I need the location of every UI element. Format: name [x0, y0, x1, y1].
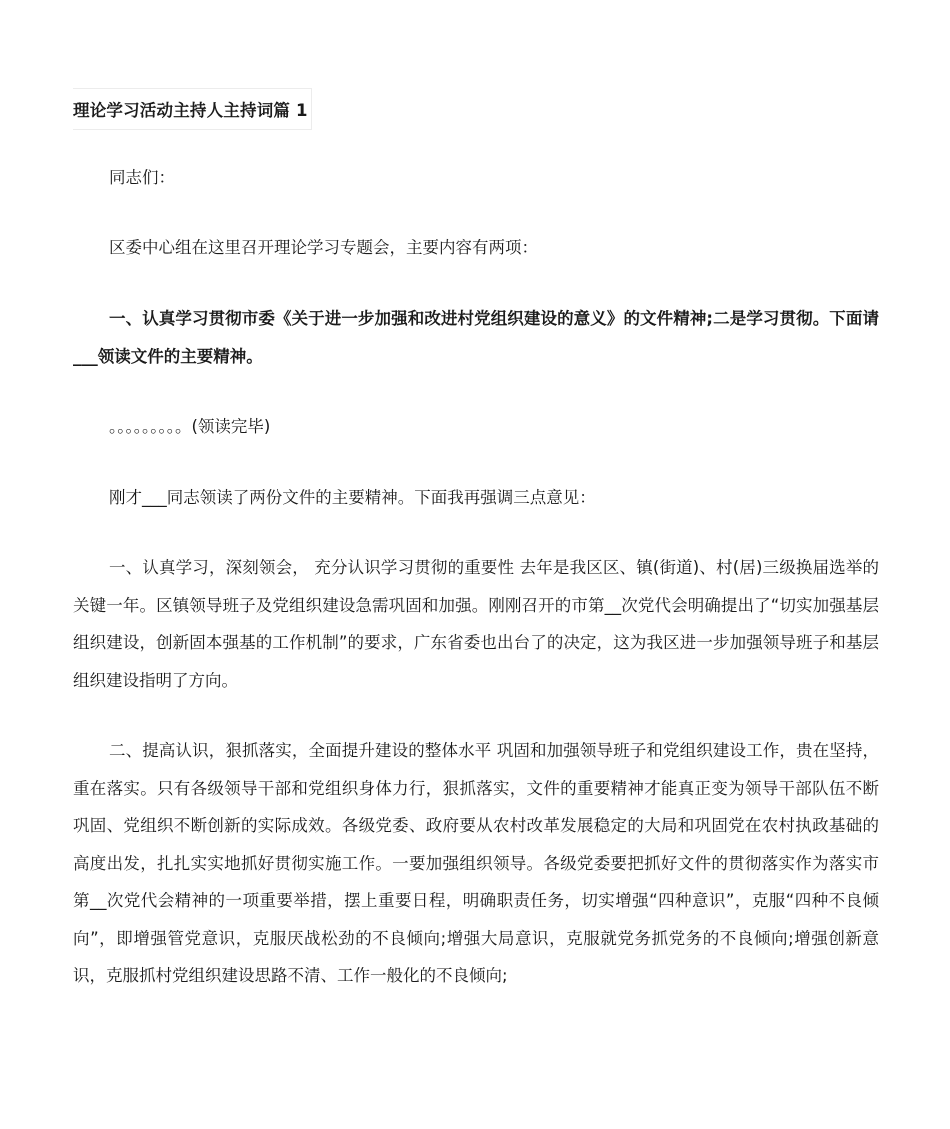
paragraph-reading-done: 。。。。。。。。。(领读完毕): [109, 417, 271, 436]
paragraph-summary: 刚才___同志领读了两份文件的主要精神。下面我再强调三点意见：: [109, 488, 596, 507]
paragraph-intro: 区委中心组在这里召开理论学习专题会，主要内容有两项：: [109, 238, 538, 257]
paragraph-point-one: 一、认真学习，深刻领会， 充分认识学习贯彻的重要性 去年是我区区、镇(街道)、村(居)三级换届选举的关键一年。区镇领导班子及党组织建设急需巩固和加强。刚刚召开的市第__次党代会明确提出了“切实加强基层组织建设，创新固本强基的工作机制”的要求，广东省委也出台了的决定，这为我区进一步加强领导班子和基层组织建设指明了方向。: [73, 558, 879, 690]
paragraph-point-two: 二、提高认识，狠抓落实，全面提升建设的整体水平 巩固和加强领导班子和党组织建设工作，贵在坚持，重在落实。只有各级领导干部和党组织身体力行，狠抓落实，文件的重要精神才能真正变为领导干部队伍不断巩固、党组织不断创新的实际成效。各级党委、政府要从农村改革发展稳定的大局和巩固党在农村执政基础的高度出发，扎扎实实地抓好贯彻实施工作。一要加强组织领导。各级党委要把抓好文件的贯彻落实作为落实市第__次党代会精神的一项重要举措，摆上重要日程，明确职责任务，切实增强“四种意识”，克服“四种不良倾向”，即增强管党意识，克服厌战松劲的不良倾向;增强大局意识，克服就党务抓党务的不良倾向;增强创新意识，克服抓村党组织建设思路不清、工作一般化的不良倾向;: [73, 741, 879, 985]
paragraph-item-one: 一、认真学习贯彻市委《关于进一步加强和改进村党组织建设的意义》的文件精神;二是学习贯彻。下面请___领读文件的主要精神。: [73, 309, 879, 366]
paragraph-greeting: 同志们：: [109, 168, 175, 187]
document-title: 理论学习活动主持人主持词篇 1: [73, 88, 312, 130]
